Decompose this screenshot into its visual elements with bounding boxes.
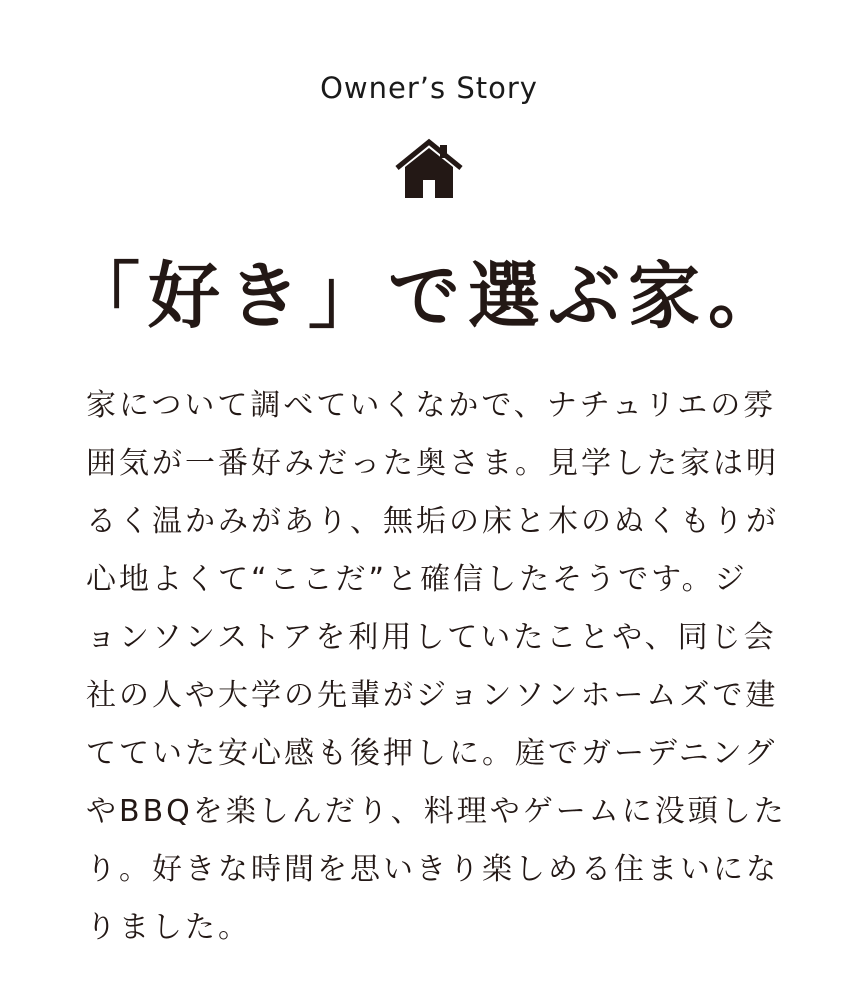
story-body xyxy=(86,377,786,957)
story-line: 囲気が一番好みだった奥さま。見学した家は明 xyxy=(86,446,779,481)
story-line: 心地よくて“ここだ”と確信したそうです。ジ xyxy=(86,562,748,597)
main-headline: 「好き」で選ぶ家。 xyxy=(68,254,789,338)
story-line: るく温かみがあり、無垢の床と木のぬくもりが xyxy=(86,504,779,539)
story-line: 家について調べていくなかで、ナチュリエの雰 xyxy=(86,388,777,423)
story-line: てていた安心感も後押しに。庭でガーデニング xyxy=(86,736,778,771)
house-icon xyxy=(393,137,465,199)
story-line: やBBQを楽しんだり、料理やゲームに没頭した xyxy=(86,794,787,829)
story-line: り。好きな時間を思いきり楽しめる住まいにな xyxy=(86,852,779,887)
story-line: りました。 xyxy=(86,910,251,945)
section-subtitle: Owner’s Story xyxy=(320,71,538,105)
story-line: ョンソンストアを利用していたことや、同じ会 xyxy=(86,620,777,655)
story-line: 社の人や大学の先輩がジョンソンホームズで建 xyxy=(86,678,779,713)
